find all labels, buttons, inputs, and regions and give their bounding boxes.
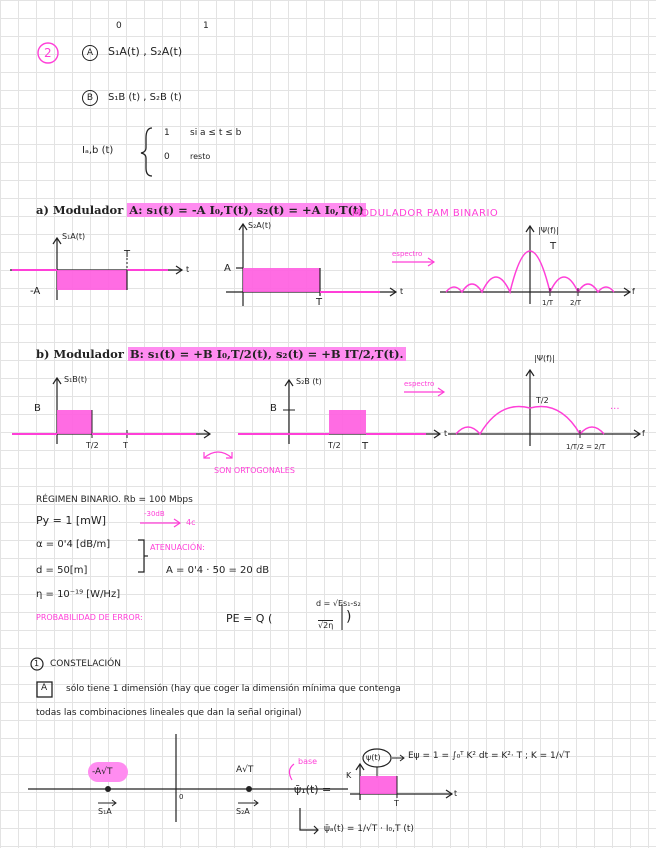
section-a-title <box>36 205 366 217</box>
case2-val: 0 <box>164 152 170 162</box>
b3-f: f <box>642 429 645 438</box>
py-sub: 4c <box>186 518 196 527</box>
a2-T: T <box>316 297 323 308</box>
graph-psi-a <box>440 226 630 304</box>
b3-label: |Ψ(f)| <box>534 354 555 363</box>
section-a-prefix: a) Modulador <box>36 203 128 217</box>
signals-b: S₁B (t) , S₂B (t) <box>108 92 182 103</box>
pe: PE = Q ( <box>226 612 273 625</box>
atenuacion: ATENUACIÓN: <box>150 543 205 552</box>
case1-cond: si a ≤ t ≤ b <box>190 128 242 138</box>
a1-negA: -A <box>30 286 41 297</box>
a-espectro: espectro <box>392 250 423 258</box>
s2b-pulse <box>329 410 366 434</box>
pe-close: ) <box>346 609 352 625</box>
s2a-pulse <box>243 268 320 292</box>
section-b-prefix: b) Modulador <box>36 347 128 361</box>
item1-title: CONSTELACIÓN <box>50 659 121 669</box>
const-s1: S₁A <box>98 807 112 816</box>
box-a-letter: A <box>41 683 48 693</box>
section-b-title <box>36 349 406 361</box>
s1a-pulse <box>57 270 127 290</box>
a3-label: |Ψ(f)| <box>538 226 559 235</box>
a1-t: t <box>186 265 190 274</box>
b2-label: S₂B (t) <box>296 377 322 386</box>
case2-cond: resto <box>190 152 211 161</box>
distance: d = 50[m] <box>36 565 88 576</box>
cases-brace <box>141 128 152 176</box>
a2-t: t <box>400 287 404 296</box>
graph-s2a <box>226 221 396 306</box>
pe-den: √2η <box>318 621 334 630</box>
b2-t: t <box>444 429 448 438</box>
psi-graph <box>350 764 452 800</box>
b3-dots: ... <box>610 401 620 412</box>
b3-x: 1/T/2 = 2/T <box>566 443 606 451</box>
section-a-highlight: A: s₁(t) = -A I₀,T(t), s₂(t) = +A I₀,T(t) <box>129 203 364 217</box>
const-zero: 0 <box>179 793 184 801</box>
b2-T2: T/2 <box>328 441 341 450</box>
item1-line2: todas las combinaciones lineales que dan la señal original) <box>36 708 302 718</box>
exercise-number: 2 <box>44 46 52 60</box>
label-b-circled: B <box>82 90 98 106</box>
signals-a: S₁A(t) , S₂A(t) <box>108 45 183 58</box>
a1-label: S₁A(t) <box>62 232 86 241</box>
psi-label: ψ̄₁(t) = <box>294 783 332 796</box>
section-b-highlight: B: s₁(t) = +B I₀,T/2(t), s₂(t) = +B IT/2,T(t). <box>129 347 404 361</box>
b3-T2: T/2 <box>536 396 549 405</box>
py-arrow: -30dB <box>144 510 165 518</box>
indicator-def: Iₐ,b (t) <box>82 145 114 156</box>
const-neg: -A√T <box>92 767 113 777</box>
s1b-pulse <box>57 410 92 434</box>
point-s2a <box>246 786 252 792</box>
item1-number: 1 <box>34 659 40 668</box>
over-s1a: 0 <box>116 21 122 31</box>
alpha: α = 0'4 [dB/m] <box>36 539 111 550</box>
b1-label: S₁B(t) <box>64 375 88 384</box>
graph-s2b <box>238 377 440 444</box>
a2-A: A <box>224 263 231 274</box>
base-label: base <box>298 757 318 766</box>
label-a-circled: A <box>82 45 98 61</box>
const-pos: A√T <box>236 765 254 775</box>
const-s2: S₂A <box>236 807 250 816</box>
graph-s1b <box>12 375 210 444</box>
b1-T: T <box>123 441 128 450</box>
psi-circle-label: ψ(t) <box>366 753 381 762</box>
case1-val: 1 <box>164 128 170 138</box>
b1-B: B <box>34 403 41 414</box>
psi-t: t <box>454 789 458 798</box>
a1-T: T <box>124 249 131 260</box>
a3-T: T <box>550 241 557 252</box>
b-espectro: espectro <box>404 380 435 388</box>
b2-B: B <box>270 403 277 414</box>
b2-T: T <box>362 441 369 452</box>
pe-num: d = √Es₁-s₂ <box>316 599 361 608</box>
a3-x2: 2/T <box>570 299 582 307</box>
point-s1a <box>105 786 111 792</box>
prob-label: PROBABILIDAD DE ERROR: <box>36 613 143 622</box>
psi-K: K <box>346 771 352 780</box>
pam-title: MODULADOR PAM BINARIO <box>352 208 499 219</box>
son-ortogonales: SON ORTOGONALES <box>214 466 295 475</box>
a3-f: f <box>632 287 635 296</box>
eta: η = 10⁻¹⁹ [W/Hz] <box>36 589 121 600</box>
a2-label: S₂A(t) <box>248 221 272 230</box>
energy: Eψ = 1 = ∫₀ᵀ K² dt = K²· T ; K = 1/√T <box>408 751 571 761</box>
b1-T2: T/2 <box>86 441 99 450</box>
psi-formula: ψ̄ₐ(t) = 1/√T · I₀,T (t) <box>324 824 414 834</box>
over-s2a: 1 <box>203 21 209 31</box>
py: Py = 1 [mW] <box>36 514 107 527</box>
item1-line1: sólo tiene 1 dimensión (hay que coger la dimensión mínima que contenga <box>66 684 401 694</box>
a3-x1: 1/T <box>542 299 554 307</box>
a-calc: A = 0'4 · 50 = 20 dB <box>166 565 270 576</box>
psi-T: T <box>394 799 399 808</box>
regimen: RÉGIMEN BINARIO. Rb = 100 Mbps <box>36 495 193 505</box>
